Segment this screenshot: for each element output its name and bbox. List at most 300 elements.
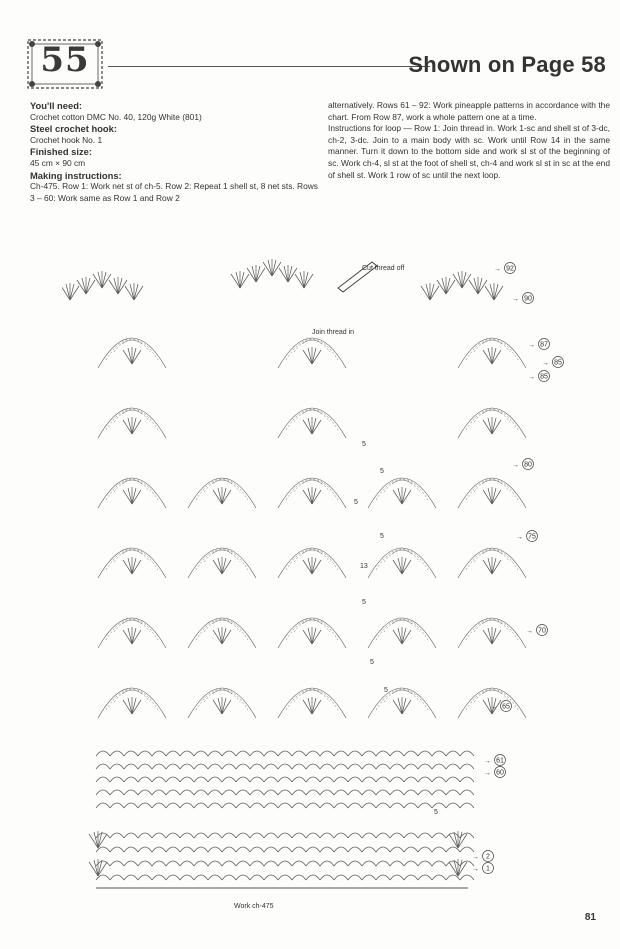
net-arch <box>418 790 432 795</box>
net-arch <box>432 777 446 782</box>
net-arch <box>460 803 474 808</box>
net-arch <box>208 777 222 782</box>
net-arch <box>166 833 180 838</box>
net-arch <box>152 875 166 880</box>
net-arch <box>418 833 432 838</box>
net-arch <box>348 803 362 808</box>
chart-body <box>62 259 526 888</box>
shell-stitch <box>279 265 297 282</box>
net-arch <box>390 875 404 880</box>
net-arch <box>376 861 390 866</box>
net-arch <box>376 875 390 880</box>
shell-stitch <box>213 627 231 644</box>
net-arch <box>264 751 278 756</box>
net-arch <box>166 790 180 795</box>
instructions-text: Ch-475. Row 1: Work net st of ch-5. Row 2: Repeat 1 shell st, 8 net sts. Rows 3 – 60: Work same as Row 1 and Row 2 <box>30 181 318 203</box>
net-arch <box>306 861 320 866</box>
net-arch <box>348 833 362 838</box>
shell-stitch <box>453 271 471 288</box>
row-number: 1 <box>486 865 490 873</box>
net-arch <box>250 803 264 808</box>
shell-stitch <box>93 271 111 288</box>
net-arch <box>418 764 432 769</box>
net-arch <box>334 861 348 866</box>
net-arch <box>362 847 376 852</box>
net-arch <box>124 875 138 880</box>
instructions-heading: Making instructions: <box>30 169 122 181</box>
net-arch <box>278 861 292 866</box>
net-arch <box>390 861 404 866</box>
net-arch <box>138 833 152 838</box>
net-arch <box>320 833 334 838</box>
net-arch <box>222 833 236 838</box>
arrow-icon: → <box>472 866 479 873</box>
row-number-badge <box>528 371 550 382</box>
stitch-count-label: 5 <box>362 441 366 448</box>
cut-thread-label: Cut thread off <box>362 265 405 272</box>
net-arch <box>124 790 138 795</box>
net-arch <box>278 833 292 838</box>
net-arch <box>222 803 236 808</box>
net-arch <box>110 764 124 769</box>
net-arch <box>404 847 418 852</box>
net-arch <box>124 847 138 852</box>
net-arch <box>432 861 446 866</box>
row-number-badge <box>472 851 494 862</box>
row-number: 75 <box>528 533 536 541</box>
net-arch <box>404 777 418 782</box>
pattern-number: 55 <box>40 40 90 80</box>
shell-stitch <box>421 283 439 300</box>
net-arch <box>264 764 278 769</box>
net-arch <box>250 764 264 769</box>
net-arch <box>278 751 292 756</box>
net-arch <box>432 764 446 769</box>
net-arch <box>390 764 404 769</box>
net-arch <box>376 751 390 756</box>
net-arch <box>460 764 474 769</box>
net-arch <box>432 790 446 795</box>
net-arch <box>110 847 124 852</box>
net-arch <box>96 790 110 795</box>
net-arch <box>306 847 320 852</box>
net-arch <box>110 861 124 866</box>
row-number-badge <box>512 459 534 470</box>
arrow-icon: → <box>484 758 491 765</box>
net-arch <box>110 833 124 838</box>
net-arch <box>110 875 124 880</box>
shell-stitch <box>393 627 411 644</box>
net-arch <box>236 777 250 782</box>
net-arch <box>264 803 278 808</box>
net-arch <box>278 790 292 795</box>
net-arch <box>418 751 432 756</box>
net-arch <box>264 790 278 795</box>
net-arch <box>222 777 236 782</box>
net-arch <box>306 875 320 880</box>
net-arch <box>124 861 138 866</box>
net-arch <box>264 875 278 880</box>
row-number: 87 <box>540 341 548 349</box>
net-arch <box>236 847 250 852</box>
net-arch <box>194 751 208 756</box>
net-arch <box>334 803 348 808</box>
row-number: 85 <box>540 373 548 381</box>
loop-instructions: Instructions for loop — Row 1: Join thread in. Work 1-sc and shell st of 3-dc, ch-2, 3-dc. Join to a main body with sc. Work until Row 14 in the same manner. Turn it down to the bottom side and work sl st of the beginning of sc. Work ch-4, sl st at the foot of shell st, ch-4 and work sl st in sc at the end of shell st. Work 1 row of sc until the next loop. <box>328 123 610 180</box>
net-arch <box>208 764 222 769</box>
net-arch <box>320 751 334 756</box>
net-arch <box>334 833 348 838</box>
net-arch <box>446 803 460 808</box>
net-arch <box>376 833 390 838</box>
net-arch <box>390 833 404 838</box>
net-arch <box>404 833 418 838</box>
net-arch <box>250 861 264 866</box>
net-arch <box>180 847 194 852</box>
arrow-icon: → <box>494 266 501 273</box>
net-arch <box>264 861 278 866</box>
net-arch <box>292 875 306 880</box>
shell-stitch <box>62 283 79 300</box>
shell-stitch <box>303 347 321 364</box>
net-arch <box>418 861 432 866</box>
net-arch <box>166 777 180 782</box>
net-arch <box>124 777 138 782</box>
arrow-icon: → <box>526 628 533 635</box>
shell-stitch <box>483 347 501 364</box>
net-arch <box>362 833 376 838</box>
net-arch <box>404 861 418 866</box>
net-arch <box>348 847 362 852</box>
net-arch <box>306 751 320 756</box>
net-arch <box>404 875 418 880</box>
net-arch <box>180 790 194 795</box>
net-arch <box>194 803 208 808</box>
shell-stitch <box>123 557 141 574</box>
net-arch <box>362 861 376 866</box>
shell-stitch <box>123 627 141 644</box>
net-arch <box>446 764 460 769</box>
shell-stitch <box>123 487 141 504</box>
net-arch <box>292 751 306 756</box>
net-arch <box>138 803 152 808</box>
net-arch <box>460 847 474 852</box>
shell-stitch <box>393 487 411 504</box>
net-arch <box>376 777 390 782</box>
net-arch <box>334 875 348 880</box>
shell-stitch <box>109 277 127 294</box>
net-arch <box>250 751 264 756</box>
net-arch <box>334 751 348 756</box>
hook-text: Crochet hook No. 1 <box>30 134 103 145</box>
net-arch <box>236 803 250 808</box>
net-arch <box>306 790 320 795</box>
shell-stitch <box>213 557 231 574</box>
net-arch <box>166 764 180 769</box>
net-arch <box>222 875 236 880</box>
shell-stitch <box>303 697 321 714</box>
shell-stitch <box>393 557 411 574</box>
net-arch <box>362 751 376 756</box>
net-arch <box>152 777 166 782</box>
net-arch <box>320 875 334 880</box>
net-arch <box>152 803 166 808</box>
net-arch <box>278 803 292 808</box>
net-arch <box>362 803 376 808</box>
net-arch <box>362 777 376 782</box>
net-arch <box>432 847 446 852</box>
net-arch <box>124 751 138 756</box>
net-arch <box>236 833 250 838</box>
shell-stitch <box>483 487 501 504</box>
shell-stitch <box>483 627 501 644</box>
net-arch <box>292 790 306 795</box>
materials-column <box>30 100 318 204</box>
net-arch <box>180 833 194 838</box>
net-arch <box>278 847 292 852</box>
net-arch <box>208 875 222 880</box>
net-arch <box>152 861 166 866</box>
row-number: 80 <box>524 461 532 469</box>
net-arch <box>194 777 208 782</box>
net-arch <box>222 861 236 866</box>
net-arch <box>418 803 432 808</box>
row-number-badge <box>542 357 564 368</box>
net-arch <box>138 790 152 795</box>
row-number-badge <box>472 863 494 874</box>
shell-stitch <box>437 277 455 294</box>
net-arch <box>236 861 250 866</box>
arrow-icon: → <box>484 770 491 777</box>
net-arch <box>432 833 446 838</box>
shown-on-page-title: Shown on Page 58 <box>408 52 606 77</box>
net-arch <box>250 790 264 795</box>
stitch-count-label: 5 <box>434 809 438 816</box>
net-arch <box>110 777 124 782</box>
net-arch <box>460 790 474 795</box>
net-arch <box>292 764 306 769</box>
net-arch <box>222 751 236 756</box>
row-number: 60 <box>496 769 504 777</box>
inner-numbers <box>354 441 438 816</box>
net-arch <box>152 764 166 769</box>
net-arch <box>194 861 208 866</box>
net-arch <box>418 847 432 852</box>
net-arch <box>222 847 236 852</box>
size-text: 45 cm × 90 cm <box>30 157 86 168</box>
shell-stitch <box>303 417 321 434</box>
net-arch <box>250 847 264 852</box>
size-heading: Finished size: <box>30 146 92 158</box>
shell-stitch <box>469 277 487 294</box>
net-arch <box>152 833 166 838</box>
net-arch <box>418 777 432 782</box>
row-number-badge <box>490 701 512 712</box>
shell-stitch <box>485 283 503 300</box>
stitch-count-label: 5 <box>380 468 384 475</box>
net-arch <box>390 790 404 795</box>
stitch-count-label: 5 <box>362 599 366 606</box>
join-thread-label: Join thread in <box>312 329 355 336</box>
net-arch <box>320 777 334 782</box>
shell-stitch <box>125 283 143 300</box>
net-arch <box>376 803 390 808</box>
net-arch <box>334 764 348 769</box>
net-arch <box>418 875 432 880</box>
net-arch <box>166 875 180 880</box>
net-arch <box>348 764 362 769</box>
net-arch <box>432 875 446 880</box>
need-heading: You'll need: <box>30 100 83 111</box>
shell-stitch <box>483 417 501 434</box>
crochet-chart <box>62 248 574 920</box>
net-arch <box>138 777 152 782</box>
net-arch <box>236 875 250 880</box>
net-arch <box>292 861 306 866</box>
net-arch <box>194 847 208 852</box>
net-arch <box>306 833 320 838</box>
row-number-badge <box>516 531 538 542</box>
net-arch <box>236 790 250 795</box>
stitch-count-label: 13 <box>360 563 368 570</box>
net-arch <box>390 803 404 808</box>
net-arch <box>334 847 348 852</box>
net-arch <box>432 803 446 808</box>
net-arch <box>208 790 222 795</box>
instructions-continued: alternatively. Rows 61 – 92: Work pineapple patterns in accordance with the chart. From Row 87, work a whole pattern one at a time. <box>328 100 610 122</box>
shell-stitch <box>483 557 501 574</box>
net-arch <box>110 751 124 756</box>
net-arch <box>446 790 460 795</box>
arrow-icon: → <box>490 704 497 711</box>
net-arch <box>208 751 222 756</box>
arrow-icon: → <box>512 296 519 303</box>
net-arch <box>180 875 194 880</box>
net-arch <box>138 764 152 769</box>
net-arch <box>278 875 292 880</box>
row-number-badge <box>484 755 506 766</box>
net-arch <box>404 751 418 756</box>
net-arch <box>306 764 320 769</box>
net-arch <box>320 861 334 866</box>
net-arch <box>320 803 334 808</box>
row-number: 2 <box>486 853 490 861</box>
net-arch <box>152 790 166 795</box>
net-arch <box>138 875 152 880</box>
row-number: 90 <box>524 295 532 303</box>
net-arch <box>278 777 292 782</box>
net-arch <box>376 764 390 769</box>
net-arch <box>362 875 376 880</box>
stitch-count-label: 5 <box>370 659 374 666</box>
arrow-icon: → <box>472 854 479 861</box>
net-arch <box>208 803 222 808</box>
row-number: 70 <box>538 627 546 635</box>
net-arch <box>166 803 180 808</box>
shell-stitch <box>303 627 321 644</box>
net-arch <box>334 777 348 782</box>
need-text: Crochet cotton DMC No. 40, 120g White (801) <box>30 111 202 122</box>
net-arch <box>236 751 250 756</box>
row-number: 61 <box>496 757 504 765</box>
stitch-count-label: 5 <box>380 533 384 540</box>
net-arch <box>292 833 306 838</box>
instructions-column <box>328 100 610 181</box>
net-arch <box>152 751 166 756</box>
net-arch <box>152 847 166 852</box>
net-arch <box>194 764 208 769</box>
shell-stitch <box>123 417 141 434</box>
net-arch <box>180 777 194 782</box>
net-arch <box>166 861 180 866</box>
arrow-icon: → <box>516 534 523 541</box>
shell-stitch <box>89 831 107 848</box>
net-arch <box>264 833 278 838</box>
net-arch <box>404 790 418 795</box>
net-arch <box>376 790 390 795</box>
shell-stitch <box>123 697 141 714</box>
net-arch <box>348 861 362 866</box>
arrow-icon: → <box>528 374 535 381</box>
net-arch <box>110 803 124 808</box>
net-arch <box>250 875 264 880</box>
shell-stitch <box>247 265 265 282</box>
row-number-badge <box>528 339 550 350</box>
row-number: 92 <box>506 265 514 273</box>
net-arch <box>278 764 292 769</box>
net-arch <box>180 861 194 866</box>
net-arch <box>320 790 334 795</box>
net-arch <box>124 803 138 808</box>
net-arch <box>180 803 194 808</box>
net-arch <box>138 847 152 852</box>
shell-stitch <box>231 271 249 288</box>
shell-stitch <box>393 697 411 714</box>
net-arch <box>348 777 362 782</box>
start-chain-label: Work ch-475 <box>234 903 274 910</box>
net-arch <box>194 875 208 880</box>
net-arch <box>222 790 236 795</box>
net-arch <box>404 764 418 769</box>
net-arch <box>222 764 236 769</box>
net-arch <box>432 751 446 756</box>
net-arch <box>236 764 250 769</box>
net-arch <box>292 803 306 808</box>
shell-stitch <box>263 259 281 276</box>
shell-stitch <box>213 487 231 504</box>
shell-stitch <box>77 277 95 294</box>
net-arch <box>390 751 404 756</box>
net-arch <box>138 861 152 866</box>
arrow-icon: → <box>542 360 549 367</box>
arrow-icon: → <box>512 462 519 469</box>
row-number-badge <box>512 293 534 304</box>
row-number: 65 <box>502 703 510 711</box>
net-arch <box>96 777 110 782</box>
net-arch <box>348 875 362 880</box>
header-divider <box>108 66 430 67</box>
row-number: 85 <box>554 359 562 367</box>
shell-stitch <box>303 557 321 574</box>
net-arch <box>250 777 264 782</box>
row-number-badge <box>484 767 506 778</box>
net-arch <box>292 847 306 852</box>
row-number-badge <box>494 263 516 274</box>
net-arch <box>180 764 194 769</box>
net-arch <box>348 790 362 795</box>
net-arch <box>138 751 152 756</box>
net-arch <box>124 833 138 838</box>
